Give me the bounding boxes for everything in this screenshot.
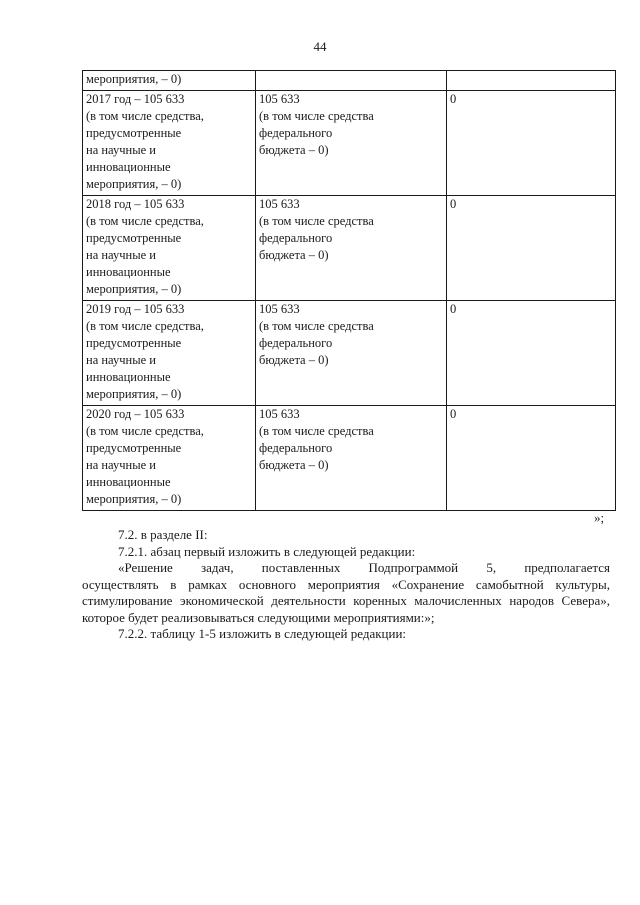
cell-line: 2018 год – 105 633 (86, 197, 185, 211)
paragraph-section: 7.2. в разделе II: (118, 527, 208, 542)
table-row (83, 71, 616, 91)
cell-line: мероприятия, – 0) (86, 492, 182, 506)
cell-line: на научные и (86, 353, 156, 367)
cell-line: (в том числе средства (259, 424, 374, 438)
cell-line: 2020 год – 105 633 (86, 407, 185, 421)
cell-line: инновационные (86, 370, 171, 384)
table-cell-year (83, 196, 256, 301)
table-row (83, 196, 616, 301)
cell-line: 0 (450, 302, 457, 316)
cell-line: мероприятия, – 0) (86, 177, 182, 191)
cell-line: (в том числе средства (259, 109, 374, 123)
table-cell-other (447, 301, 616, 406)
cell-line: предусмотренные (86, 441, 182, 455)
cell-line: федерального (259, 126, 333, 140)
table-cell-other (447, 71, 616, 91)
cell-line: 105 633 (259, 302, 300, 316)
cell-line: 0 (450, 197, 457, 211)
funding-table (82, 70, 616, 511)
cell-line: (в том числе средства (259, 319, 374, 333)
cell-line: федерального (259, 441, 333, 455)
cell-line: 2019 год – 105 633 (86, 302, 185, 316)
cell-line: инновационные (86, 265, 171, 279)
table-cell-other (447, 91, 616, 196)
table-row (83, 91, 616, 196)
cell-line: федерального (259, 336, 333, 350)
cell-line: 105 633 (259, 197, 300, 211)
paragraph-7-2-2: 7.2.2. таблицу 1-5 изложить в следующей редакции: (118, 626, 407, 641)
table-cell-other (447, 406, 616, 511)
cell-line: (в том числе средства, (86, 214, 204, 228)
paragraph-7-2-1: 7.2.1. абзац первый изложить в следующей редакции: (118, 543, 416, 559)
cell-line: на научные и (86, 143, 156, 157)
table-row (83, 406, 616, 511)
table-cell-federal (256, 71, 447, 91)
cell-line: 105 633 (259, 407, 300, 421)
cell-line: предусмотренные (86, 336, 182, 350)
cell-line: бюджета – 0) (259, 458, 329, 472)
table-cell-federal (256, 91, 447, 196)
table-cell-federal (256, 301, 447, 406)
cell-line: 0 (450, 92, 457, 106)
cell-line: федерального (259, 231, 333, 245)
table-cell-year (83, 301, 256, 406)
cell-line: (в том числе средства, (86, 319, 204, 333)
cell-line: инновационные (86, 160, 171, 174)
table-cell-other (447, 196, 616, 301)
cell-line: предусмотренные (86, 126, 182, 140)
cell-line: 105 633 (259, 92, 300, 106)
body-text (82, 527, 610, 643)
cell-line: на научные и (86, 458, 156, 472)
table-cell-year (83, 406, 256, 511)
cell-line: бюджета – 0) (259, 248, 329, 262)
table-cell-federal (256, 406, 447, 511)
cell-line: (в том числе средства (259, 214, 374, 228)
cell-line: мероприятия, – 0) (86, 72, 182, 86)
cell-line: инновационные (86, 475, 171, 489)
cell-line: (в том числе средства, (86, 424, 204, 438)
cell-line: мероприятия, – 0) (86, 282, 182, 296)
table-cell-year (83, 91, 256, 196)
cell-line: (в том числе средства, (86, 109, 204, 123)
paragraph-quote-rest: осуществлять в рамках основного мероприятия «Сохранение самобытной культуры, стимулирование экономической деятельности коренных малочисленных народов Севера», которое будет реализовываться следующими мероприятиями:»; (82, 576, 610, 625)
cell-line: на научные и (86, 248, 156, 262)
cell-line: бюджета – 0) (259, 353, 329, 367)
cell-line: 0 (450, 407, 457, 421)
table-cell-year (83, 71, 256, 91)
cell-line: бюджета – 0) (259, 143, 329, 157)
cell-line: мероприятия, – 0) (86, 387, 182, 401)
cell-line: 2017 год – 105 633 (86, 92, 185, 106)
page-number: 44 (313, 39, 327, 54)
closing-quote: »; (594, 510, 605, 525)
paragraph-quote-first-line: «Решение задач, поставленных Подпрограммой 5, предполагается (118, 560, 610, 575)
table-row (83, 301, 616, 406)
table-cell-federal (256, 196, 447, 301)
cell-line: предусмотренные (86, 231, 182, 245)
